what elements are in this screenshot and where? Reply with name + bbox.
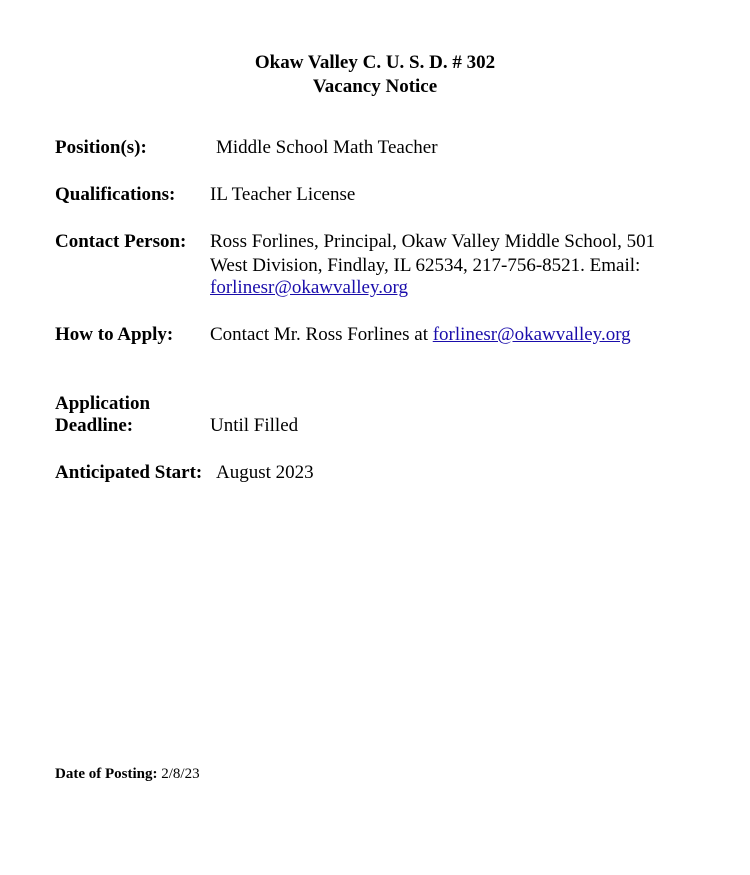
posting-label: Date of Posting:: [55, 766, 158, 782]
apply-email-link[interactable]: forlinesr@okawvalley.org: [432, 324, 631, 345]
deadline-label-line1: Application: [55, 393, 151, 414]
contact-person-line1: Ross Forlines, Principal, Okaw Valley Middle School, 501: [210, 231, 656, 252]
deadline-label-line2: Deadline:: [55, 415, 134, 436]
qualifications-value: IL Teacher License: [210, 184, 356, 205]
deadline-value: Until Filled: [210, 415, 299, 436]
start-label: Anticipated Start:: [55, 462, 203, 483]
posting-date: 2/8/23: [161, 766, 200, 782]
contact-email-link[interactable]: forlinesr@okawvalley.org: [210, 277, 408, 298]
position-value: Middle School Math Teacher: [216, 137, 438, 158]
district-title: Okaw Valley C. U. S. D. # 302: [254, 52, 496, 73]
how-to-apply-text: Contact Mr. Ross Forlines at: [210, 324, 433, 345]
qualifications-label: Qualifications:: [55, 184, 176, 205]
position-label: Position(s):: [55, 137, 147, 158]
date-of-posting: [55, 765, 200, 783]
contact-person-line2: West Division, Findlay, IL 62534, 217-756-8521. Email:: [210, 255, 641, 276]
how-to-apply-value: [210, 324, 631, 346]
start-value: August 2023: [216, 462, 314, 483]
how-to-apply-label: How to Apply:: [55, 324, 174, 345]
notice-title: Vacancy Notice: [312, 76, 438, 97]
contact-person-label: Contact Person:: [55, 231, 187, 252]
